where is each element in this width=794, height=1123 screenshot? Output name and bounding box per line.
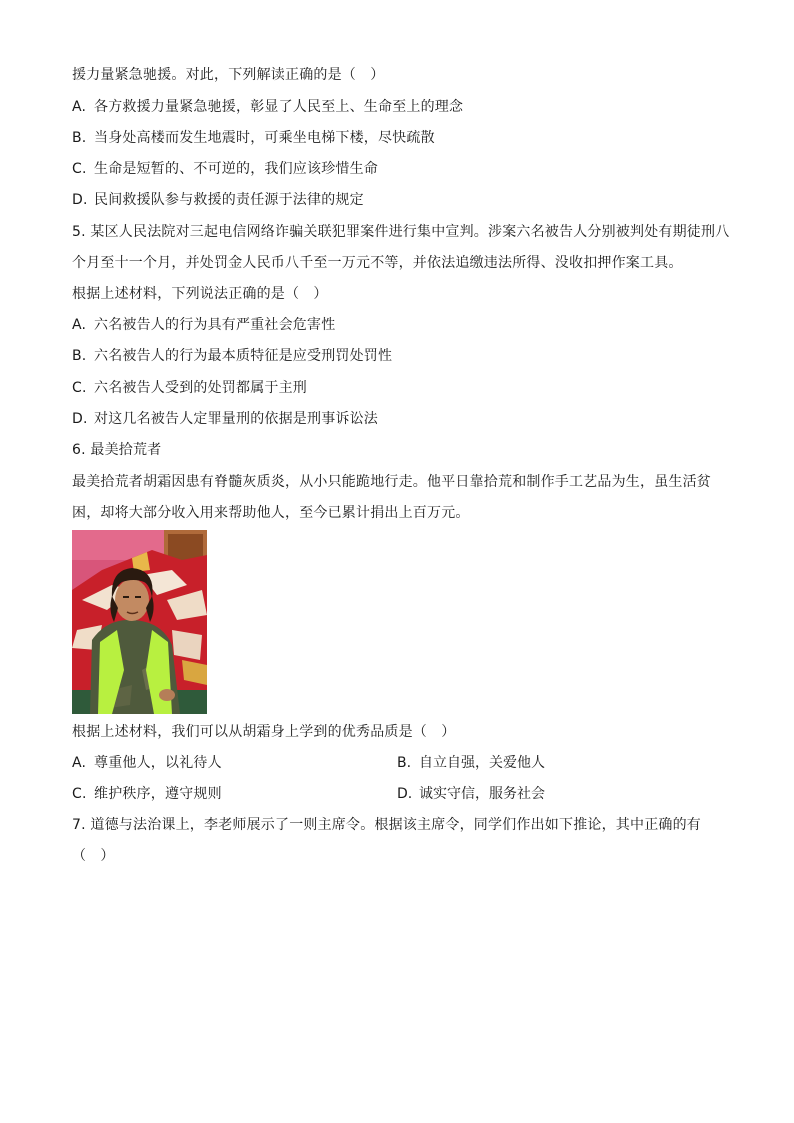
option-label: C. [72,161,87,177]
option-label: D. [72,192,88,208]
option-label: B. [72,130,87,146]
option-label: D. [397,786,413,802]
q5-option-c [72,378,307,398]
option-text: 六名被告人的行为具有严重社会危害性 [94,317,336,333]
q5-option-d [72,409,378,429]
option-text: 各方救援力量紧急驰援，彰显了人民至上、生命至上的理念 [94,99,464,115]
q4-option-b [72,128,435,148]
option-text: 自立自强，关爱他人 [419,755,545,771]
option-label: C. [72,380,87,396]
option-text: 维护秩序，遵守规则 [94,786,222,802]
q5-option-a [72,315,335,335]
option-text: 对这几名被告人定罪量刑的依据是刑事诉讼法 [94,411,378,427]
q5-option-b [72,346,392,366]
q4-stem: 援力量紧急驰援。对此，下列解读正确的是（ ） [72,67,385,83]
option-text: 当身处高楼而发生地震时，可乘坐电梯下楼，尽快疏散 [94,130,435,146]
option-text: 六名被告人受到的处罚都属于主刑 [94,380,307,396]
q7-stem-line1: 7. 道德与法治课上，李老师展示了一则主席令。根据该主席令，同学们作出如下推论，其中正确的有 [72,817,702,833]
q4-option-c [72,159,378,179]
q4-option-d [72,190,364,210]
portrait-photo [72,530,207,714]
option-label: D. [72,411,88,427]
option-label: A. [72,317,87,333]
option-label: B. [397,755,412,771]
q6-material-line2: 困，却将大部分收入用来帮助他人，至今已累计捐出上百万元。 [72,505,470,521]
option-text: 民间救援队参与救援的责任源于法律的规定 [94,192,364,208]
q4-option-a [72,97,463,117]
option-label: B. [72,348,87,364]
option-text: 六名被告人的行为最本质特征是应受刑罚处罚性 [94,348,393,364]
option-text: 诚实守信，服务社会 [419,786,545,802]
q5-stem-line2: 个月至十一个月，并处罚金人民币八千至一万元不等，并依法追缴违法所得、没收扣押作案工具。 [72,255,683,271]
q5-stem-line1: 5. 某区人民法院对三起电信网络诈骗关联犯罪案件进行集中宣判。涉案六名被告人分别被判处有期徒刑八 [72,224,730,240]
option-label: C. [72,786,87,802]
q6-title: 6. 最美拾荒者 [72,442,162,458]
option-text: 生命是短暂的、不可逆的，我们应该珍惜生命 [94,161,378,177]
option-label: A. [72,755,87,771]
q5-question: 根据上述材料，下列说法正确的是（ ） [72,286,328,302]
q6-question: 根据上述材料，我们可以从胡霜身上学到的优秀品质是（ ） [72,724,456,740]
q6-option-c [72,784,222,804]
q6-option-a [72,753,222,773]
q6-option-b [397,753,545,773]
q7-stem-line2: （ ） [72,848,115,864]
option-label: A. [72,99,87,115]
option-text: 尊重他人，以礼待人 [94,755,222,771]
q6-option-d [397,784,545,804]
q6-material-line1: 最美拾荒者胡霜因患有脊髓灰质炎，从小只能跪地行走。他平日靠拾荒和制作手工艺品为生，虽生活贫 [72,474,711,490]
